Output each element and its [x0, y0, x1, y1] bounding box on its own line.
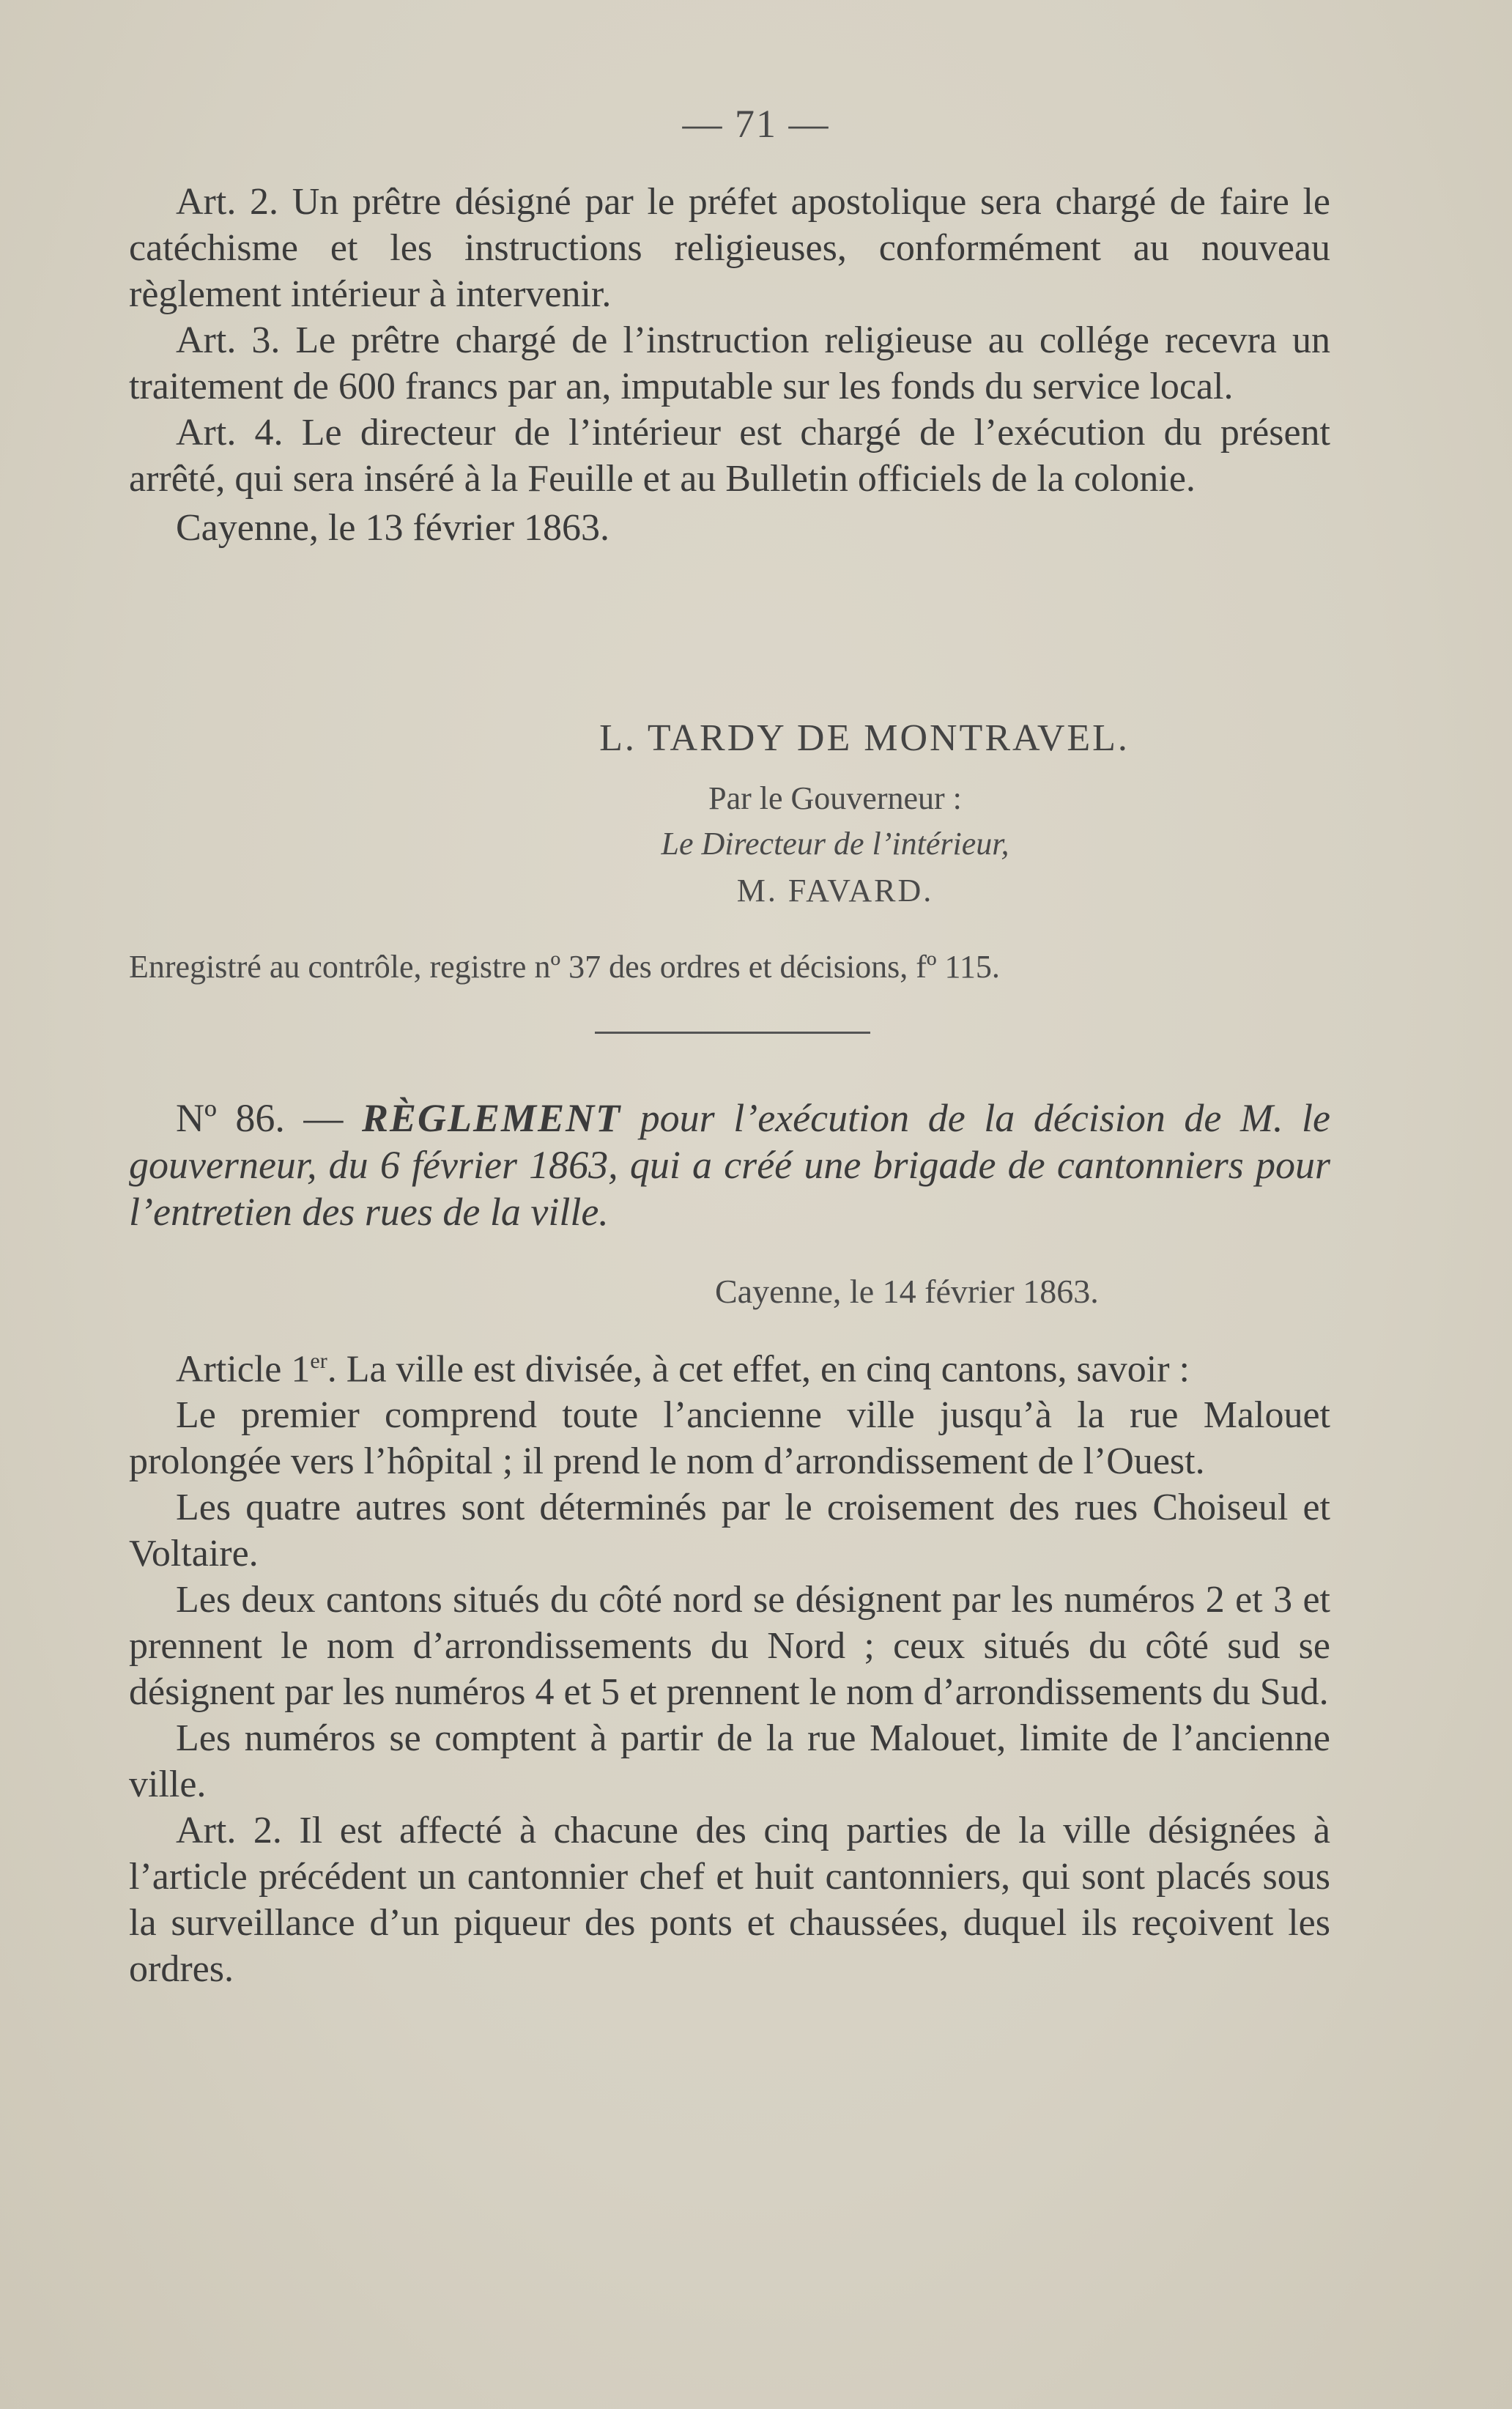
article-3-paragraph: Art. 3. Le prêtre chargé de l’instruction religieuse au collége recevra un traitement de 600 francs par an, imputable sur les fonds du service local.: [129, 319, 1330, 407]
page-number: — 71 —: [682, 102, 830, 146]
registration-note: Enregistré au contrôle, registre nº 37 des ordres et décisions, fº 115.: [129, 949, 1000, 985]
registration-note-block: [129, 945, 1330, 989]
directeur-title: Le Directeur de l’intérieur,: [661, 826, 1009, 862]
reglement-number: Nº 86.: [176, 1096, 285, 1140]
article-2-paragraph: Art. 2. Un prêtre désigné par le préfet apostolique sera chargé de faire le catéchisme et les instructions religieuses, conformément au nouveau règlement intérieur à intervenir.: [129, 181, 1330, 315]
article-1-prefix: Article 1: [176, 1348, 311, 1391]
canton-deux-paragraph: Les deux cantons situés du côté nord se désignent par les numéros 2 et 3 et prennent le nom d’arrondissements du Nord ; ceux situés du côté sud se désignent par les numéros 4 et 5 et prennent le nom d’arrondissements du Sud.: [129, 1579, 1330, 1714]
article-1-superscript: er: [310, 1349, 327, 1373]
reglement-heading: [129, 1095, 1330, 1235]
reglement-article-2-paragraph: Art. 2. Il est affecté à chacune des cinq parties de la ville désignées à l’article précédent un cantonnier chef et huit cantonniers, qui sont placés sous la surveillance d’un piqueur des ponts et chaussées, duquel ils reçoivent les ordres.: [129, 1810, 1330, 1991]
signature-block: [454, 715, 1275, 762]
par-le-gouverneur: Par le Gouverneur :: [708, 780, 962, 816]
article-4-paragraph: Art. 4. Le directeur de l’intérieur est chargé de l’exécution du présent arrêté, qui sera inséré à la Feuille et au Bulletin officiels de la colonie.: [129, 412, 1330, 500]
reglement-title-rest: pour l’exécution de la décision de M. le gouverneur, du 6 février 1863, qui a créé une brigade de cantonniers pour l’entretien des rues de la ville.: [129, 1096, 1330, 1234]
reglement-title-word: RÈGLEMENT: [362, 1096, 622, 1140]
reglement-body: [129, 1338, 1330, 1992]
article-1-text: . La ville est divisée, à cet effet, en cinq cantons, savoir :: [327, 1348, 1190, 1391]
previous-decree-body: [129, 179, 1330, 551]
reglement-dash: —: [284, 1096, 363, 1140]
directeur-name: M. FAVARD.: [736, 873, 934, 909]
countersignature-block: [454, 777, 1216, 914]
canton-numeros-paragraph: Les numéros se comptent à partir de la rue Malouet, limite de l’ancienne ville.: [129, 1717, 1330, 1806]
canton-premier-paragraph: Le premier comprend toute l’ancienne ville jusqu’à la rue Malouet prolongée vers l’hôpital ; il prend le nom d’arrondissement de l’Ouest.: [129, 1394, 1330, 1483]
article-1-paragraph: [129, 1338, 1330, 1392]
decree-date: Cayenne, le 13 février 1863.: [176, 507, 610, 549]
reglement-date: Cayenne, le 14 février 1863.: [715, 1273, 1099, 1310]
governor-signature: L. TARDY DE MONTRAVEL.: [599, 717, 1130, 759]
section-divider: [595, 1032, 870, 1034]
reglement-86: [129, 1095, 1330, 1235]
canton-quatre-paragraph: Les quatre autres sont déterminés par le croisement des rues Choiseul et Voltaire.: [129, 1487, 1330, 1575]
reglement-date-block: [715, 1269, 1301, 1314]
